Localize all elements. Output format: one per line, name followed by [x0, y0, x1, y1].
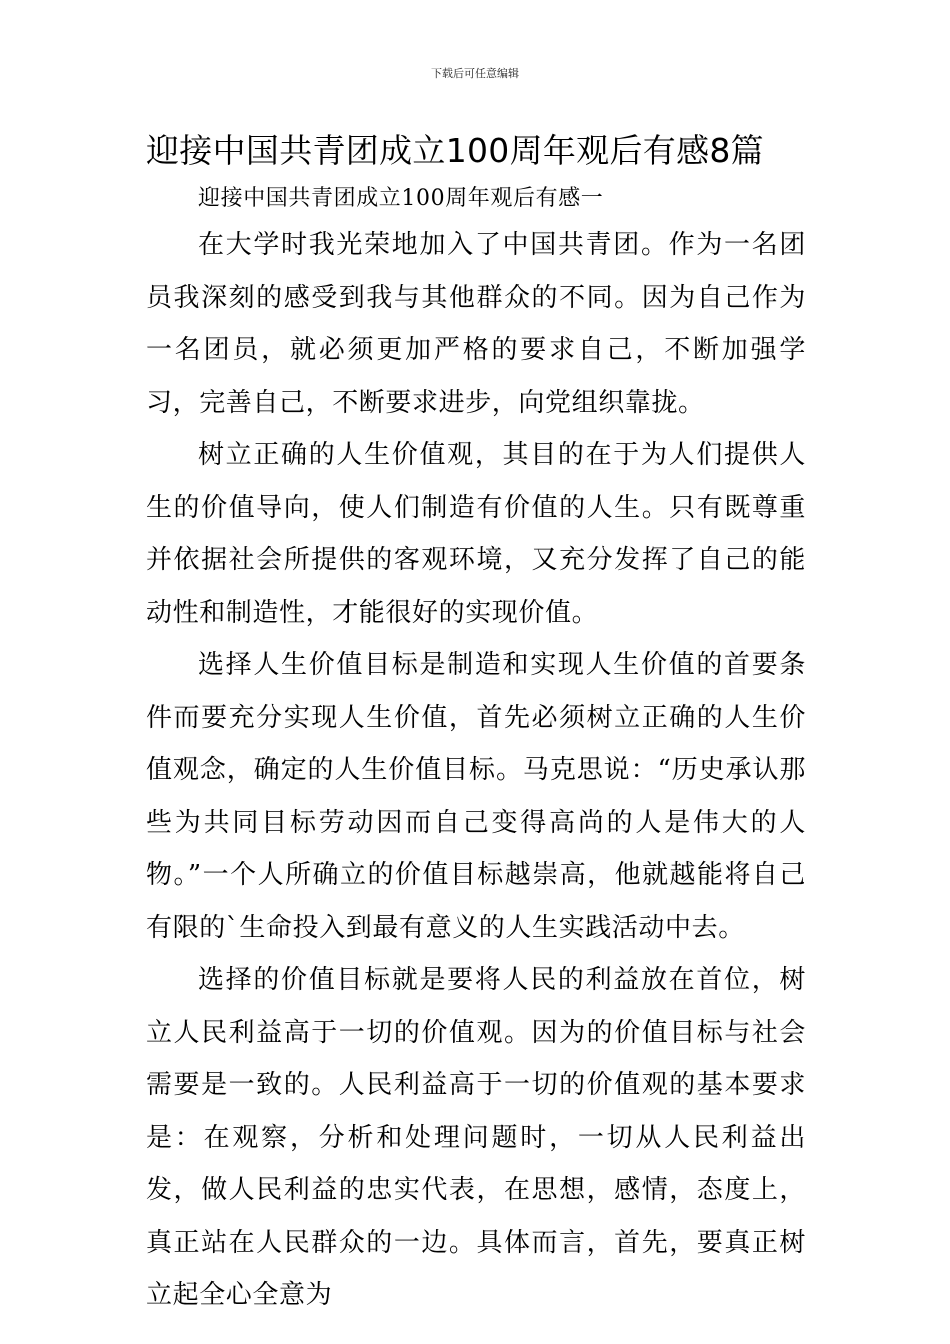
document-body — [146, 179, 806, 1322]
paragraph-1: 在大学时我光荣地加入了中国共青团。作为一名团员我深刻的感受到我与其他群众的不同。因为自己作为一名团员，就必须更加严格的要求自己，不断加强学习，完善自己，不断要求进步，向党组织靠拢。 — [146, 230, 806, 418]
document-title: 迎接中国共青团成立100周年观后有感8篇 — [146, 131, 764, 170]
paragraph-2: 树立正确的人生价值观，其目的在于为人们提供人生的价值导向，使人们制造有价值的人生。只有既尊重并依据社会所提供的客观环境，又充分发挥了自己的能动性和制造性，才能很好的实现价值。 — [146, 440, 806, 628]
header-note: 下载后可任意编辑 — [431, 67, 519, 80]
section-subtitle: 迎接中国共青团成立100周年观后有感一 — [198, 186, 604, 211]
paragraph-4: 选择的价值目标就是要将人民的利益放在首位，树立人民利益高于一切的价值观。因为的价值目标与社会需要是一致的。人民利益高于一切的价值观的基本要求是：在观察，分析和处理问题时，一切从人民利益出发，做人民利益的忠实代表，在思想，感情，态度上，真正站在人民群众的一边。具体而言，首先，要真正树立起全心全意为 — [146, 965, 806, 1310]
paragraph-3: 选择人生价值目标是制造和实现人生价值的首要条件而要充分实现人生价值，首先必须树立正确的人生价值观念，确定的人生价值目标。马克思说：“历史承认那些为共同目标劳动因而自己变得高尚的人是伟大的人物。”一个人所确立的价值目标越崇高，他就越能将自己有限的`生命投入到最有意义的人生实践活动中去。 — [146, 650, 806, 943]
